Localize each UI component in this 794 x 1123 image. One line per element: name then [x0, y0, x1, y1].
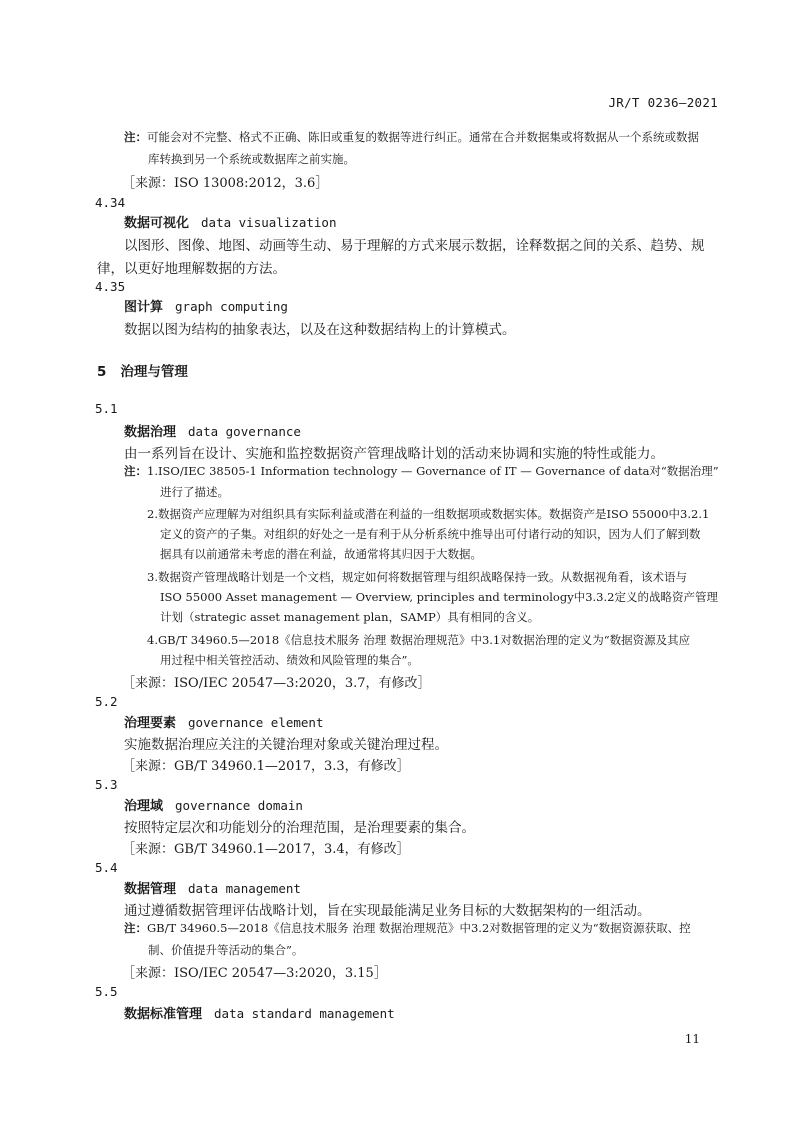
document-code: JR/T 0236—2021 [608, 95, 718, 110]
term-line [124, 421, 301, 440]
term-english: governance domain [175, 798, 303, 813]
entry-number: 4.35 [95, 279, 126, 294]
definition-line1: 通过遵循数据管理评估战略计划，旨在实现最能满足业务目标的大数据架构的一组活动。 [124, 903, 651, 919]
note3-line3: 计划（strategic asset management plan，SAMP）具有相同的含义。 [160, 610, 540, 624]
term-line [124, 712, 323, 731]
definition-line1: 实施数据治理应关注的关键治理对象或关键治理过程。 [124, 737, 448, 753]
note3-line1: 3.数据资产管理战略计划是一个文档，规定如何将数据管理与组织战略保持一致。从数据视角看，该术语与 [147, 570, 687, 584]
term-english: graph computing [175, 299, 288, 314]
note-line1 [124, 920, 691, 937]
note-text: 1.ISO/IEC 38505-1 Information technology — Governance of IT — Governance of data对“数据治理” [147, 464, 719, 478]
note1-line1 [124, 463, 719, 480]
definition-line1: 由一系列旨在设计、实施和监控数据资产管理战略计划的活动来协调和实施的特性或能力。 [124, 446, 664, 462]
entry-source: ［来源：ISO/IEC 20547—3:2020，3.7，有修改］ [122, 676, 431, 691]
term-chinese: 治理要素 [124, 716, 177, 731]
term-english: data governance [188, 424, 301, 439]
entry-number: 4.34 [95, 195, 126, 210]
term-chinese: 治理域 [124, 799, 164, 814]
note1-line2: 进行了描述。 [160, 485, 229, 499]
term-english: governance element [188, 715, 324, 730]
section-heading [97, 360, 188, 380]
entry-number: 5.5 [95, 984, 118, 999]
note3-line2: ISO 55000 Asset management — Overview, principles and terminology中3.3.2定义的战略资产管理 [160, 590, 718, 604]
entry-number: 5.3 [95, 777, 118, 792]
note-label: 注： [124, 130, 147, 144]
term-line [124, 296, 288, 315]
term-line [124, 212, 336, 231]
entry-source: ［来源：GB/T 34960.1—2017，3.4，有修改］ [122, 842, 410, 857]
note4-line2: 用过程中相关管控活动、绩效和风险管理的集合”。 [160, 653, 419, 667]
term-chinese: 图计算 [124, 300, 164, 315]
note-label: 注： [124, 921, 147, 935]
term-chinese: 数据管理 [124, 882, 177, 897]
term-chinese: 数据可视化 [124, 216, 190, 231]
term-english: data visualization [201, 215, 337, 230]
section-title: 治理与管理 [120, 364, 188, 380]
term-line [124, 1003, 395, 1022]
definition-line2: 律，以更好地理解数据的方法。 [97, 261, 286, 277]
note-line2: 制、价值提升等活动的集合”。 [148, 943, 304, 957]
top-note-source: ［来源：ISO 13008:2012，3.6］ [122, 176, 329, 191]
definition-line1: 以图形、图像、地图、动画等生动、易于理解的方式来展示数据，诠释数据之间的关系、趋势、规 [124, 238, 705, 254]
entry-number: 5.1 [95, 401, 118, 416]
top-note-line2: 库转换到另一个系统或数据库之前实施。 [148, 152, 355, 166]
entry-source: ［来源：ISO/IEC 20547—3:2020，3.15］ [122, 966, 387, 981]
note-label: 注： [124, 464, 147, 478]
note-text: GB/T 34960.5—2018《信息技术服务 治理 数据治理规范》中3.2对数据管理的定义为“数据资源获取、控 [147, 921, 691, 935]
definition-line1: 数据以图为结构的抽象表达，以及在这种数据结构上的计算模式。 [124, 322, 516, 338]
term-line [124, 878, 301, 897]
top-note-line1 [124, 129, 699, 146]
term-line [124, 795, 303, 814]
entry-number: 5.4 [95, 860, 118, 875]
term-chinese: 数据标准管理 [124, 1007, 203, 1022]
note2-line1: 2.数据资产应理解为对组织具有实际利益或潜在利益的一组数据项或数据实体。数据资产是ISO 55000中3.2.1 [147, 507, 710, 521]
entry-source: ［来源：GB/T 34960.1—2017，3.3，有修改］ [122, 759, 410, 774]
note4-line1: 4.GB/T 34960.5—2018《信息技术服务 治理 数据治理规范》中3.1对数据治理的定义为“数据资源及其应 [147, 633, 691, 647]
definition-line1: 按照特定层次和功能划分的治理范围，是治理要素的集合。 [124, 820, 475, 836]
term-chinese: 数据治理 [124, 425, 177, 440]
page-number: 11 [684, 1032, 700, 1046]
note2-line3: 据具有以前通常未考虑的潜在利益，故通常将其归因于大数据。 [160, 547, 482, 561]
section-number: 5 [97, 364, 107, 380]
note2-line2: 定义的资产的子集。对组织的好处之一是有利于从分析系统中推导出可付诸行动的知识，因为人们了解到数 [160, 527, 701, 541]
term-english: data standard management [214, 1006, 395, 1021]
term-english: data management [188, 881, 301, 896]
note-text: 可能会对不完整、格式不正确、陈旧或重复的数据等进行纠正。通常在合并数据集或将数据从一个系统或数据 [147, 130, 699, 144]
entry-number: 5.2 [95, 694, 118, 709]
